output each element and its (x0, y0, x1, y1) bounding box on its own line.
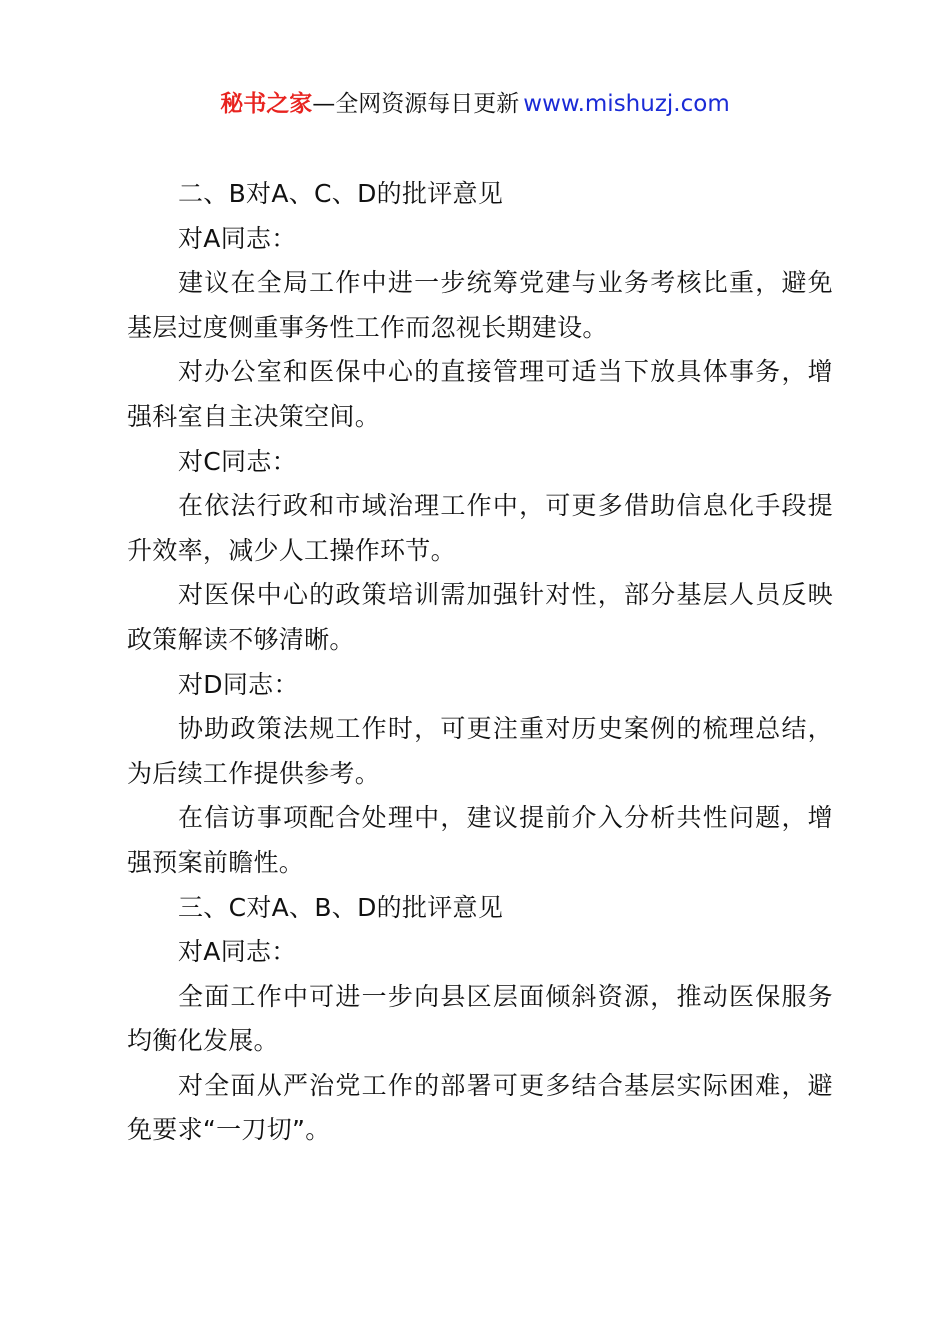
paragraph: 在依法行政和市域治理工作中，可更多借助信息化手段提升效率，减少人工操作环节。 (127, 491, 833, 565)
paragraph: 建议在全局工作中进一步统筹党建与业务考核比重，避免基层过度侧重事务性工作而忽视长期建设。 (127, 268, 833, 342)
paragraph: 对医保中心的政策培训需加强针对性，部分基层人员反映政策解读不够清晰。 (127, 580, 833, 654)
site-url-link[interactable]: www.mishuzj.com (523, 91, 730, 117)
subsection-heading: 对A同志： (178, 937, 297, 967)
paragraph: 全面工作中可进一步向县区层面倾斜资源，推动医保服务均衡化发展。 (127, 981, 833, 1056)
paragraph: 在信访事项配合处理中，建议提前介入分析共性问题，增强预案前瞻性。 (127, 803, 833, 877)
subsection-heading: 对D同志： (178, 669, 299, 699)
section-heading: 三、C对A、B、D的批评意见 (178, 892, 504, 922)
site-brand: 秘书之家 (220, 91, 313, 117)
subsection-heading: 对A同志： (178, 223, 297, 253)
document-body (127, 172, 833, 1153)
paragraph: 对全面从严治党工作的部署可更多结合基层实际困难，避免要求“一刀切”。 (127, 1070, 833, 1145)
site-header (0, 88, 950, 120)
subsection-heading: 对C同志： (178, 446, 297, 476)
paragraph: 对办公室和医保中心的直接管理可适当下放具体事务，增强科室自主决策空间。 (127, 357, 833, 431)
section-heading: 二、B对A、C、D的批评意见 (178, 179, 504, 208)
paragraph: 协助政策法规工作时，可更注重对历史案例的梳理总结，为后续工作提供参考。 (127, 714, 833, 788)
site-tagline: —全网资源每日更新 (312, 91, 520, 117)
